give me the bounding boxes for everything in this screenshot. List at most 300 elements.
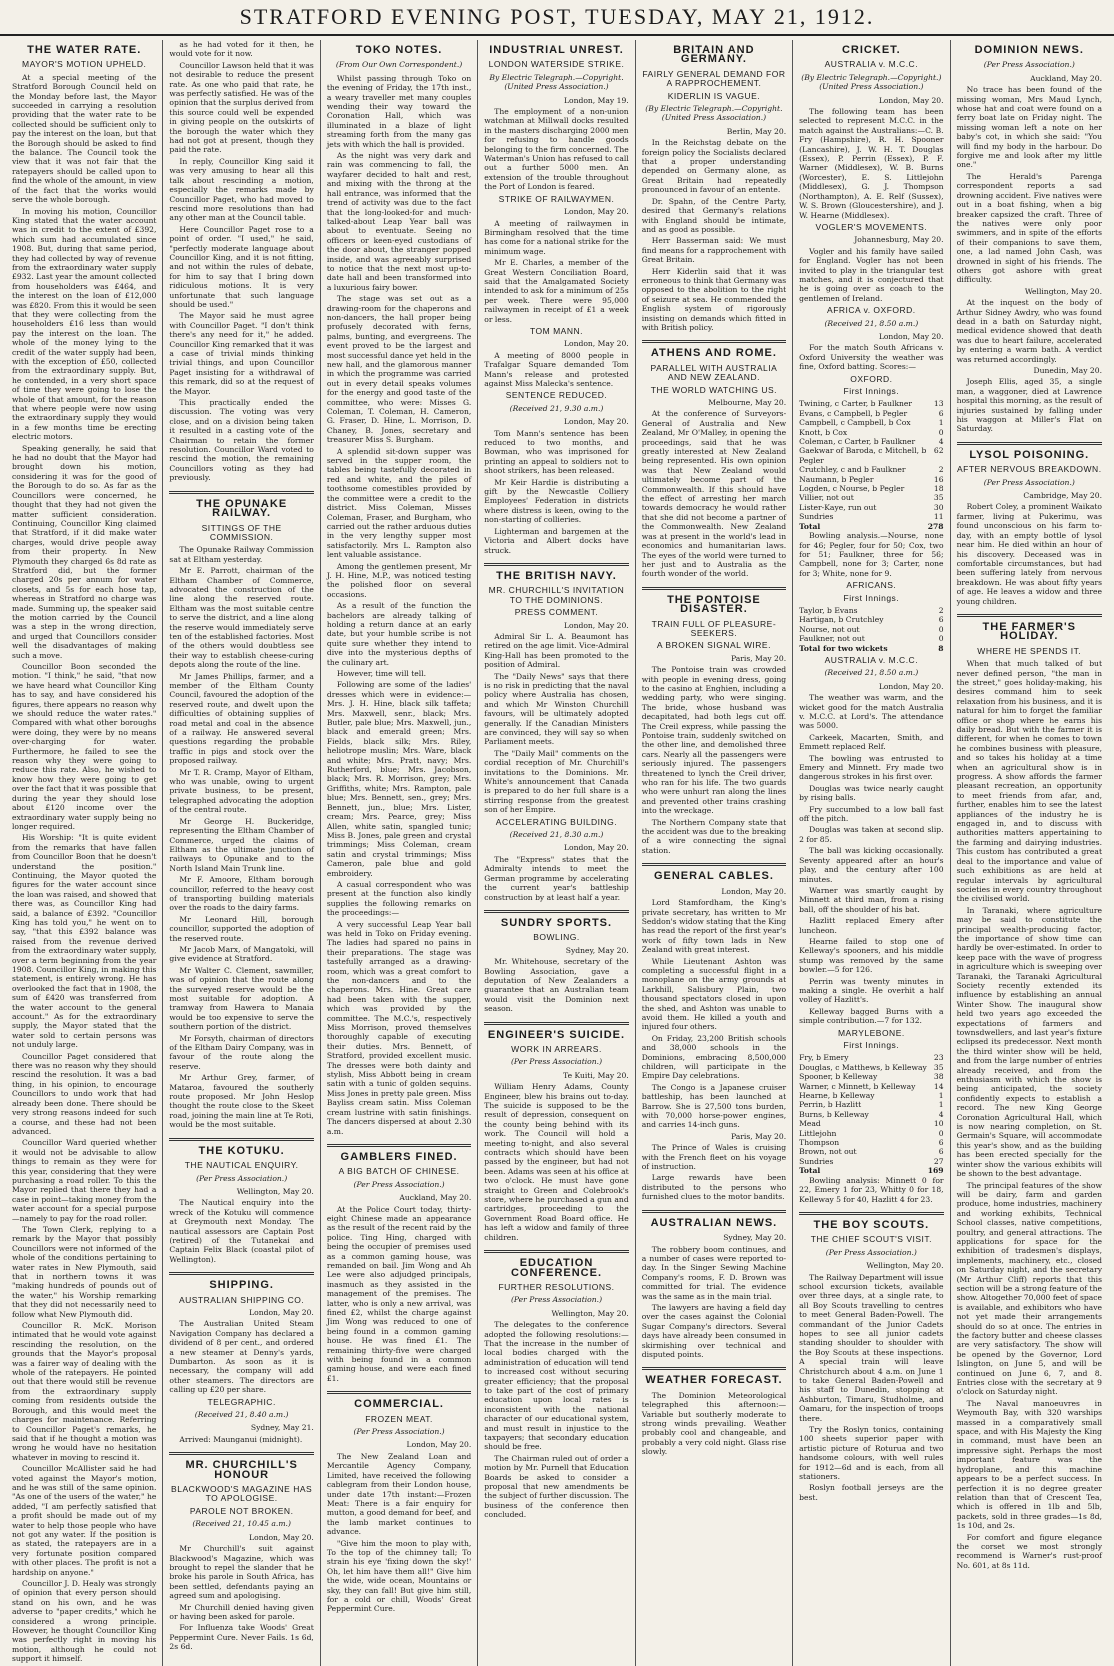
score-value: 4 — [938, 437, 944, 447]
credit-line: By Electric Telegraph.—Copyright. (United Press Association.) — [489, 72, 624, 92]
paragraph: When that much talked of but never defined person, "the man in the street," goes holiday-making, his desires command him to seek relaxation from his business, and it is natural for him to forget the familiar office or shop where he earns his daily bread. But with the farmer it is different, for when he comes to town he combines business with pleasure, and so takes his holiday at a time when an agricultural show is in progress. A show affords the farmer pleasant recreation, an opportunity to meet friends from afar, and, further, enables him to see the latest appliances of the industry he is engaged in, and to discuss with authorities matters appertaining to the farming and dairying industries. This custom has contributed a great deal to the importance and value of such exhibitions as are held at regular intervals by agricultural societies in every country throughout the civilised world. — [956, 659, 1102, 904]
paragraph: Herr Basserman said: We must find means for a rapprochement with Great Britain. — [641, 236, 787, 265]
credit-line: (Per Press Association.) — [510, 1295, 603, 1305]
scorecard-oxford — [799, 399, 943, 521]
paragraph: The Australian United Steam Navigation Company has declared a dividend of 8 per cent., and ordered a new steamer at Denny's yards, Dumbarton. As soon as it is necessary, the company will add other steamers. The directors are calling up £20 per share. — [169, 1319, 314, 1395]
paragraph: The Congo is a Japanese cruiser battleship, has been launched at Barrow. She is 27,500 tons burden, with 70,000 horse-power engines, and carries 14-inch guns. — [641, 1082, 787, 1130]
subhead: A BROKEN SIGNAL WIRE. — [656, 640, 771, 651]
subhead: A BIG BATCH OF CHINESE. — [338, 1166, 460, 1177]
paragraph: Bowling analysis.—Nourse, none for 46; Pegler, four for 50; Cox, two for 51; Faulkner, three for 56; Campbell, none for 3; Carter, none for 3; White, none for 9. — [799, 531, 944, 578]
credit-line: (Received 21, 8.40 a.m.) — [194, 1410, 289, 1420]
score-label: Douglas, c Matthews, b Kelleway — [799, 1062, 927, 1072]
dateline: London, May 20. — [563, 207, 629, 217]
credit-line: (Per Press Association.) — [983, 60, 1075, 70]
headline-shipping: SHIPPING. — [209, 1279, 274, 1292]
dateline: Wellington, May 20. — [866, 1261, 944, 1271]
paragraph: Mr F. Amoore, Eltham borough councillor, referred to the heavy cost of transporting building materials over the roads to the dairy farms. — [169, 875, 314, 913]
headline-toko-notes: TOKO NOTES. — [355, 44, 443, 56]
section-divider — [957, 614, 1102, 617]
headline-dominion-news: DOMINION NEWS. — [974, 44, 1084, 56]
paragraph: A meeting of 8000 people in Trafalgar Square demanded Tom Mann's release and protested against Miss Malecka's sentence. — [484, 350, 629, 388]
paragraph: Mr Keir Hardie is distributing a gift by the Newcastle Colliery Employees' Federation in districts where distress is keen, owing to the non-starting of collieries. — [484, 477, 629, 525]
paragraph: Bowling analysis: Minnett 0 for 22, Emery 1 for 23, Whitty 0 for 18, Kelleway 5 for 40, Hazlitt 4 for 23. — [799, 1175, 944, 1204]
section-divider — [642, 340, 786, 343]
subhead: KIDERLIN IS VAGUE. — [667, 90, 761, 101]
score-value: 27 — [933, 1156, 944, 1166]
paragraph: Lord Stamfordham, the King's private secretary, has written to Mr Seddon's widow stating that the King has read the report of the first year's work of fifty town lads in New Zealand with great interest. — [641, 898, 787, 955]
score-value: 38 — [933, 1072, 944, 1082]
paragraph: Mr E. Charles, a member of the Great Western Conciliation Board, said that the Amalgamated Society intended to ask for a minimum of 25s per week. There were 95,000 railwaymen in receipt of £1 a week or less. — [484, 258, 629, 324]
paragraph: Herr Kiderlin said that it was erroneous to think that Germany was opposed to the abolition to the right of seizure at sea. He commended the English system of rigorously insisting on demands which fitted in with British policy. — [641, 266, 787, 332]
paragraph: Among the gentlemen present, Mr J. H. Hine, M.P., was noticed testing the polished floor on several occasions. — [326, 561, 472, 599]
score-label: Total — [799, 521, 821, 531]
score-row — [799, 1100, 943, 1109]
score-row — [799, 1147, 943, 1156]
paragraph: Warner was smartly caught by Minnett at third man, from a rising ball, off the shoulder of his bat. — [799, 885, 944, 914]
subhead: LONDON WATERSIDE STRIKE. — [488, 59, 625, 70]
dateline: London, May 20. — [878, 331, 944, 341]
section-divider — [799, 1212, 943, 1215]
score-row — [799, 606, 943, 615]
score-value: 0 — [938, 427, 944, 437]
dateline: London, May 20. — [249, 1307, 314, 1317]
column-5 — [636, 40, 793, 1666]
paragraph: Mr Forsyth, chairman of directors of the Eltham Dairy Company, was in favour of the route along the reserve. — [169, 1033, 314, 1071]
score-row — [799, 428, 943, 437]
paragraph: The Pontoise train was crowded with people in evening dress, going to the casino at Enghien, including a wedding party, who were singing. The bride, whose husband was decapitated, had both legs cut off. The Creil express, while passing the Pontoise train, suddenly switched on the other line, and demolished three cars. Nearly all the passengers were seriously injured. The passengers threatened to lynch the Creil driver, who ran for his life. The two guards who were unhurt ran along the lines and prevented other trains crashing into the wreckage. — [641, 665, 787, 816]
score-value: 1 — [938, 1091, 944, 1101]
paragraph: Councillor Ward queried whether it would not be advisable to allow things to remain as they were for this year, considering that they were purchasing a road roller. To this the Mayor replied that there they had a case in point—taking money from the water account for a special purpose—namely to pay for the road roller. — [12, 1138, 157, 1223]
credit-line: (Received 21, 10.45 a.m.) — [192, 1519, 291, 1529]
score-total — [799, 1166, 943, 1175]
score-label: Villier, not out — [799, 493, 854, 503]
paragraph: Whilst passing through Toko on the evening of Friday, the 17th inst., a weary traveller met many couples wending their way toward the Coronation Hall, which was illuminated in a blaze of light streaming forth from the many gas jets with which the hall is provided. — [326, 73, 472, 149]
paragraph: A splendid sit-down supper was served in the supper room, the tables being tastefully decorated in red and white, and the piles of toothsome comestibles provided by the committee were a credit to the district. Miss Coleman, Misses Coleman, Fraser, and Burgham, who carried out the rather arduous duties in the very lengthy supper most satisfactorily. Mrs L. Rampton also lent valuable assistance. — [326, 446, 472, 560]
headline-kotuku: THE KOTUKU. — [198, 1144, 285, 1157]
paragraph: The Town Clerk, replying to a remark by the Mayor that possibly Councillors were not informed of the whole of the conditions pertaining to water rates in New Plymouth, said that in northern towns it was "making hundreds of pounds out of the water," his Worship remarking that they did not necessarily need to follow what New Plymouth did. — [12, 1224, 157, 1319]
subhead: MARYLEBONE. — [837, 1027, 905, 1038]
credit-line: (Per Press Association.) — [353, 1179, 445, 1189]
paragraph: The "Daily News" says that there is no risk in predicting that the naval policy where Australia has chosen, and which Mr Winston Churchill favours, will be ultimately adopted generally. If the Canadian Ministers are convinced, they will say so when Parliament meets. — [484, 671, 629, 747]
paragraph: Speaking generally, he said that he had no doubt that the Mayor had brought down his motion, considering it was for the good of the Borough to do so. As far as the Councillors were concerned, he thought that they had not given the matter sufficient consideration. Continuing, Councillor King claimed that Stratford, if it did make water charges, would drive people away from their property. In New Plymouth they charged 6s 8d rate as Stratford did, but the former charged 20s per annum for water closets, and 5s for each hose tap, whereas in Stratford no charge was made. Summing up, the speaker said the motion carried by the Council was a step in the wrong direction, and urged that Councillors consider well the disadvantages of making such a move. — [12, 443, 157, 660]
section-divider — [169, 1272, 313, 1275]
score-row — [799, 1110, 943, 1119]
dateline: London, May 20. — [563, 417, 629, 427]
score-row — [799, 409, 943, 418]
dateline: Cambridge, May 20. — [1023, 491, 1102, 501]
paragraph: William Henry Adams, County Engineer, blew his brains out to-day. The suicide is supposed to be the result of depression, consequent on the county being behind with its work. The Council will hold a meeting to-night, and also several contracts which should have been passed by the engineer, but had not been. Adams was seen at his office at two o'clock. He must have gone straight to Green and Colebrook's store, where he purchased a gun and cartridges, proceeding to the Government Road Board office. He has left a widow and family of three children. — [484, 1082, 629, 1242]
section-divider — [484, 910, 628, 913]
paragraph: Carkeek, Macarten, Smith, and Emmett replaced Relf. — [799, 732, 944, 752]
score-value: 35 — [933, 493, 944, 503]
headline-churchill-honour: MR. CHURCHILL'S HONOUR — [185, 1459, 298, 1481]
dateline: Melbourne, May 20. — [708, 398, 787, 407]
paragraph: Mr Churchill's suit against Blackwood's Magazine, which was brought to repel the slander that he broke his parole in South Africa, has been settled, defendants paying an agreed sum and apologising. — [169, 1544, 314, 1601]
score-row — [799, 465, 943, 474]
subhead: WHERE HE SPENDS IT. — [977, 645, 1082, 656]
paragraph: The Northern Company state that the accident was due to the breaking of a wire connecting the signal station. — [641, 817, 787, 855]
score-label: Fry, b Emery — [799, 1053, 849, 1063]
paragraph: The following team has been selected to represent M.C.C. in the match against the Australians:—C. B. Fry (Hampshire), R. H. Spooner (Lancashire), J. W. H. T. Douglas (Essex), P. Perrin (Essex), P. F. Warner (Middlesex), W. B. Burns (Worcester), E. S. Littlejohn (Middlesex), G. J. Thompson (Northampton), A. E. Relf (Sussex), W. S. Brown (Gloucestershire), and J. W. Hearne (Middlesex). — [799, 107, 944, 220]
dateline: Berlin, May 20. — [726, 126, 787, 136]
dateline: London, May 20. — [406, 1440, 472, 1450]
score-label: Total — [799, 1166, 821, 1176]
score-row — [799, 1082, 943, 1091]
score-value: 278 — [927, 521, 944, 531]
dateline: London, May 20. — [249, 1532, 314, 1542]
score-total — [799, 522, 943, 531]
subhead: AUSTRALIAN SHIPPING CO. — [178, 1294, 305, 1305]
score-label: Mead — [799, 1119, 821, 1129]
score-label: Naumann, b Pegler — [799, 474, 874, 484]
subhead: TOM MANN. — [530, 325, 583, 336]
subhead: STRIKE OF RAILWAYMEN. — [498, 193, 615, 204]
paragraph: Kelleway bagged Burns with a simple contribution.—7 for 132. — [799, 1006, 944, 1026]
headline-commercial: COMMERCIAL. — [354, 1398, 444, 1411]
headline-lysol-poisoning: LYSOL POISONING. — [969, 448, 1090, 461]
dateline: Wellington, May 20. — [236, 1186, 314, 1196]
paragraph: Tom Mann's sentence has been reduced to two months, and Bowman, who was imprisoned for printing an appeal to soldiers not to shoot strikers, has been released. — [484, 428, 629, 476]
score-value: 1 — [938, 1100, 944, 1110]
paragraph: The employment of a non-union watchman at Millwall docks resulted in the masters discharging 2000 men for refusing to handle goods belonging to the firm concerned. The Waterman's Union has refused to call out a further 5000 men. An extension of the trouble throughout the Port of London is feared. — [484, 107, 629, 192]
score-value: 6 — [938, 408, 944, 418]
paragraph: The Prince of Wales is cruising with the French fleet on his voyage of instruction. — [641, 1143, 787, 1172]
section-divider — [642, 1210, 786, 1213]
dateline: Dunedin, May 20. — [1033, 366, 1102, 375]
paragraph: The delegates to the conference adopted the following resolutions:— That the increase in the number of local bodies charged with the administration of education will tend to increased cost without securing greater efficiency; that the proposal to take part of the cost of primary education upon local rates is inconsistent with the national character of our educational system, and must result in injustice to the taxpayers; that secondary education should be free. — [484, 1320, 629, 1452]
credit-line: (Per Press Association.) — [983, 477, 1075, 487]
paragraph: Following are some of the ladies' dresses which were in evidence:— Mrs. J. H. Hine, black silk taffeta; Mrs. Maxwell, senr., black; Mrs. Butler, pale blue; Mrs. Maxwell, jun., black and emerald green; Mrs. Fields, black silk; Mrs. Riley, heliotrope muslin; Mrs. Ware, black and white; Mrs. Pratt, navy; Mrs. Rutherford, blue; Mrs. Jacobson, black; Mrs. R. Morrison, grey; Mrs. Griffiths, white; Mrs. Rampton, pale blue; Mrs. Bennett, sen., grey; Mrs. Bennett, jun., blue; Mrs. Lister, cream; Mrs. Pearce, grey; Miss Allen, white satin, spangled tunic; Miss B. Jones, pale green and crystal trimmings; Miss Coleman, cream satin and crystal trimmings; Miss Cameron, pale blue and gold embroidery. — [326, 680, 472, 878]
headline-british-navy: THE BRITISH NAVY. — [496, 569, 617, 582]
paragraph: The New Zealand Loan and Mercantile Agency Company, Limited, have received the following cablegram from their London house, under date 17th instant:—Frozen Meat: There is a fair enquiry for mutton, a good demand for beef, and the lamb market continues to advance. — [326, 1451, 472, 1537]
paragraph: Councillor R. McK. Morison intimated that he would vote against rescinding the resolution, on the grounds that the Mayor's proposal was a fairer way of dealing with the whole of the ratepayers. He pointed out that there would still be revenue from the extraordinary supply coming from residents outside the Borough, and this would meet the charges for maintenance. Referring to Councillor Paget's remarks, he said that if he thought a motion was wrong he would have no hesitation whatever in moving to rescind it. — [12, 1321, 157, 1462]
subhead: FURTHER RESOLUTIONS. — [498, 1281, 615, 1292]
score-label: Perrin, b Hazlitt — [799, 1100, 862, 1110]
paragraph: The lawyers are having a field day over the cases against the Colonial Sugar Company's directors. Several days have already been consumed in skirmishing over technical and disputed points. — [641, 1302, 787, 1359]
score-total — [799, 644, 943, 653]
score-value: 6 — [938, 1138, 944, 1148]
score-value: 6 — [938, 1147, 944, 1157]
paragraph: At a special meeting of the Stratford Borough Council held on the Monday before last, the Mayor succeeded in carrying a resolution providing that the water rate to be collected should be sufficient only to pay the interest on the loan, but that the Borough should be asked to find the balance. The Council took the view that it was not fair that the ratepayers should be called upon to find the whole of the amount, in view of the fact that the works would serve the whole borough. — [12, 72, 157, 205]
score-label: Lister-Kaye, run out — [799, 502, 877, 512]
column-6 — [793, 40, 950, 1666]
dateline: Sydney, May 20. — [565, 945, 629, 955]
subhead: THE NAUTICAL ENQUIRY. — [184, 1160, 299, 1171]
paragraph: Fry succumbed to a low ball fast off the pitch. — [799, 804, 944, 824]
subhead: MAYOR'S MOTION UPHELD. — [22, 59, 147, 70]
headline-pontoise-disaster: THE PONTOISE DISASTER. — [667, 593, 761, 616]
score-value: 0 — [938, 624, 944, 634]
paragraph: Admiral Sir L. A. Beaumont has retired on the age limit. Vice-Admiral King-Hall has been promoted to the position of Admiral. — [484, 631, 629, 670]
dateline: London, May 20. — [563, 843, 629, 853]
paragraph: Councillor Boon seconded the motion. "I think," he said, "that now we have heard what Councillor King has to say, and have considered his figures, there appears no reason why we should reduce the water rates." Compared with what other boroughs were doing, they were by no means over-charging for water. Furthermore, he failed to see the reason why they were going to reduce this rate. Also, he wished to know how they were going to get over the fact that it was possible that during the year they should lose about £120 income over the extraordinary water supply being no longer required. — [12, 662, 157, 831]
headline-sundry-sports: SUNDRY SPORTS. — [500, 916, 613, 929]
section-divider — [484, 563, 628, 566]
advertisement: For comfort and figure elegance the corset we most strongly recommend is Warner's rust-proof No. 601, at 8s 11d. — [956, 1532, 1102, 1570]
paragraph: For the match South Africans v. Oxford University the weather was fine, Oxford batting. Scores:— — [799, 343, 944, 372]
dateline: Auckland, May 20. — [1030, 73, 1102, 83]
score-row — [799, 399, 943, 408]
paragraph: The Nautical enquiry into the wreck of the Kotuku will commence at Greymouth next Monday. The nautical assessors are Captain Post (retired) of the Tutanekai and Captain Felix Black (coastal pilot of Wellington). — [169, 1198, 314, 1264]
score-row — [799, 1053, 943, 1062]
score-value: 11 — [933, 512, 944, 522]
paragraph: Robert Coley, a prominent Waikato farmer, living at Pukerimu, was found unconscious on his farm to-day, with an empty bottle of lysol near him. He died within an hour of his discovery. Deceased was in comfortable circumstances, but had been suffering lately from nervous breakdown. He was about fifty years of age. He leaves a widow and three young children. — [956, 502, 1102, 606]
dateline: Wellington, May 20. — [551, 1308, 629, 1318]
paragraph: Lighterman and bargemen at the Victoria and Albert docks have struck. — [484, 526, 629, 555]
credit-line: (From Our Own Correspondent.) — [335, 60, 463, 70]
paragraph: The "Daily Mail" comments on the cordial reception of Mr. Churchill's invitations to the Dominions. Mr. White's announcement that Canada is prepared to do her full share is a stirring response from the greatest son of her Empire. — [484, 748, 629, 815]
paragraph: Mr Leonard Hill, borough councillor, supported the adoption of the reserved route. — [169, 914, 314, 943]
headline-britain-germany: BRITAIN AND GERMANY. — [673, 44, 755, 66]
dateline: Johannesburg, May 20. — [854, 235, 944, 245]
score-row — [799, 625, 943, 634]
subhead: PAROLE NOT BROKEN. — [189, 1505, 294, 1516]
headline-cricket: CRICKET. — [841, 44, 901, 56]
score-label: Brown, not out — [799, 1147, 857, 1157]
score-row — [799, 446, 943, 465]
paragraph: Councillor Lawson held that it was not desirable to reduce the present rate. As one who paid that rate, he was perfectly satisfied. He was of the opinion that the surplus derived from this source could well be expended in giving people on the outskirts of the borough the water which they had not got at present, though they paid the rate. — [169, 60, 314, 155]
paragraph: The Opunake Railway Commission sat at Eltham yesterday. — [169, 545, 314, 564]
section-divider — [642, 587, 786, 590]
section-divider — [169, 1452, 313, 1455]
score-value: 1 — [938, 418, 944, 428]
subhead: SENTENCE REDUCED. — [505, 390, 608, 401]
paragraph: The robbery boom continues, and a number of cases were reported to-day. In the Singer Sewing Machine Company's rooms, F. D. Brown was committed for trial. The evidence was the same as in the main trial. — [641, 1244, 787, 1301]
score-label: Coleman, c Carter, b Faulkner — [799, 437, 916, 447]
score-row — [799, 1072, 943, 1081]
score-label: Littlejohn — [799, 1128, 837, 1138]
paragraph: The Mayor said he must agree with Councillor Paget. "I don't think there's any need for it," he added. Councillor King remarked that it was a case of trivial minds thinking trivial things, and upon Councillor Paget insisting for a withdrawal of this remark, did so at the request of the Mayor. — [169, 311, 314, 396]
advertisement: Roslyn football jerseys are the best. — [799, 1483, 944, 1502]
subhead: VOGLER'S MOVEMENTS. — [815, 221, 928, 232]
score-label: Nourse, not out — [799, 624, 860, 634]
subhead: PARALLEL WITH AUSTRALIA AND NEW ZEALAND. — [650, 362, 778, 383]
dateline: Sydney, May 20. — [723, 1233, 787, 1243]
score-row — [799, 1138, 943, 1147]
section-divider — [169, 1138, 313, 1141]
paragraph: Mr. Whitehouse, secretary of the Bowling Association, gave a deputation of New Zealanders a guarantee that an Australian team would visit the Dominion next season. — [484, 957, 629, 1014]
subhead: OXFORD. — [850, 373, 893, 384]
score-value: 4 — [938, 1109, 944, 1119]
paragraph: Councillor J. D. Healy was strongly of opinion that every person should stand on his own, and he was adverse to "paper credits," which he considered a wrong principle. However, he thought Councillor King was perfectly right in moving his motion, although he could not support it himself. — [12, 1579, 157, 1664]
scorecard-mcc — [799, 1053, 943, 1166]
credit-line: (Received 21, 8.50 a.m.) — [824, 318, 919, 328]
credit-line: (Received 21, 8.50 a.m.) — [824, 668, 919, 678]
subhead: TRAIN FULL OF PLEASURE-SEEKERS. — [651, 618, 777, 638]
score-value: 16 — [933, 474, 944, 484]
subhead: FROZEN MEAT. — [365, 1413, 433, 1424]
score-row — [799, 634, 943, 643]
paragraph: The bowling was entrusted to Emery and Minnett. Fry made two dangerous strokes in his first over. — [799, 753, 944, 782]
score-value: 35 — [933, 1062, 944, 1072]
score-row — [799, 503, 943, 512]
score-row — [799, 1063, 943, 1072]
score-row — [799, 475, 943, 484]
paragraph: The principal features of the show will be dairy, farm and garden produce, home industries, machinery and working exhibits, Technical School classes, native competitions, poultry, and general attractions. The applications for space for the exhibition of tradesmen's displays, implements, machinery, etc., closed on Saturday night, and the secretary (Mr Arthur Cliff) reports that this section will be a strong feature of the show. Altogether 70,000 feet of space is available, and exhibitors who have not yet made their arrangements should do so at once. The entries in the factory butter and cheese classes are very satisfactory. The show will be opened by the Governor, Lord Islington, on June 5, and will be continued on June 6, 7, and 8. Entries close with the secretary at 9 o'clock on Saturday night. — [956, 1180, 1102, 1397]
paragraph: Mr E. Parrott, chairman of the Eltham Chamber of Commerce, advocated the construction of the line along the reserved route. Eltham was the most suitable centre to serve the district, and a line along the reserve would immediately serve ten of the established factories. Most of the others would doubtless see their way to establish cheese-curing depots along the route of the line. — [169, 566, 314, 670]
score-label: Hearne, b Kelleway — [799, 1091, 875, 1101]
subhead: THE WORLD WATCHING US. — [650, 384, 778, 395]
paragraph: In the Reichstag debate on the foreign policy the Socialists declared that a proper understanding depended on Germany alone, as Great Britain had repeatedly pronounced in favour of an entente. — [641, 138, 787, 195]
subhead: AFRICA v. OXFORD. — [827, 305, 916, 316]
credit-line: (Per Press Association.) — [196, 1173, 288, 1183]
credit-line: (Per Press Association.) — [353, 1427, 445, 1437]
paragraph: His Worship: "It is quite evident from the remarks that have fallen from Councillor Boon that he doesn't understand the position." Continuing, the Mayor quoted the figures for the water account since the loan was raised, and showed that there was, as Councillor King had said, a balance of £392. "Councillor King has told you," he went on to say, "that this £392 balance was raised from the revenue derived from the extraordinary water supply, over a term beginning from the year 1908. Councillor King, in making this statement, is entirely wrong. He has overlooked the fact that in 1908, the sum of £420 was transferred from the water account to the general account." As for the extraordinary supply, the Mayor stated that the water sold to certain persons was not unduly large. — [12, 833, 157, 1050]
score-label: Warner, c Minnett, b Kelleway — [799, 1081, 916, 1091]
score-label: Evans, c Campbell, b Pegler — [799, 408, 908, 418]
paragraph: The "Express" states that the Admiralty intends to meet the German programme by accelerating the current year's battleship construction by at least half a year. — [484, 854, 629, 902]
section-divider — [642, 1367, 786, 1370]
subhead: AFRICANS. — [846, 580, 897, 591]
paragraph: The Herald's Parenga correspondent reports a sad drowning accident. Five natives were out in a boat fishing, when a big breaker capsized the craft. Three of the natives were only poor swimmers, and in spite of the efforts of their companions to save them, one, a lad named John Cash, was drowned in sight of his friends. The others got ashore with great difficulty. — [956, 171, 1102, 285]
score-value: 18 — [933, 484, 944, 494]
score-label: Total for two wickets — [799, 643, 888, 653]
credit-line: (Per Press Association.) — [825, 1247, 917, 1257]
paragraph: Douglas was taken at second slip. 2 for 85. — [799, 825, 944, 844]
subhead: First Innings. — [843, 1040, 900, 1050]
paragraph: In reply, Councillor King said it was very amusing to hear all this talk about rescinding a motion, especially the remarks made by Councillor Paget, who had moved to rescind more resolutions than had any other man at the Council table. — [169, 156, 314, 223]
subhead: FAIRLY GENERAL DEMAND FOR A RAPPROCHEMENT. — [642, 68, 786, 89]
score-label: Twining, c Carter, b Faulkner — [799, 399, 913, 409]
paragraph: The Dominion Meteorological telegraphed this afternoon:— Variable but southerly moderate to strong winds prevailing. Weather probably cool and changeable, and probably a very cold night. Glass rise slowly. — [641, 1390, 787, 1457]
paragraph: In moving his motion, Councillor King stated that the water account was in credit to the extent of £392, which sum had accumulated since 1908. But, during that same period, they had collected by way of revenue from the extraordinary water supply £932. Last year the amount collected from householders was £464, and the interest on the loan of £12,000 was £820. From this it would be seen that they were collecting from the householders £16 less than would pay the interest on the loan. The whole of the money lying to the credit of the water supply had been, with the exception of £50, collected from the extraordinary supply. But, he contended, in a very short space of time they were going to lose the whole of that amount, for the reason that where people were now using the extraordinary supply they would in a few months time be erecting electric motors. — [12, 206, 157, 442]
dateline: Paris, May 20. — [730, 653, 787, 663]
headline-engineers-suicide: ENGINEER'S SUICIDE. — [487, 1028, 626, 1041]
score-label: Sundries — [799, 1156, 834, 1166]
headline-gamblers-fined: GAMBLERS FINED. — [340, 1150, 458, 1163]
paragraph: Perrin was twenty minutes in making a single. He overhit a half volley of Hazlitt's. — [799, 976, 944, 1005]
paragraph: Councillor Paget considered that there was no reason why they should rescind the resolution. It was a bad thing, in his opinion, to encourage Councillors to undo work that had already been done. There should be very strong reasons indeed for such a course, and these had not been advanced. — [12, 1051, 157, 1136]
score-row — [799, 484, 943, 493]
subhead: MR. CHURCHILL'S INVITATION TO THE DOMINIONS. — [488, 585, 625, 605]
column-1 — [6, 40, 163, 1666]
dateline: London, May 20. — [878, 681, 944, 691]
score-label: Taylor, b Evans — [799, 605, 858, 615]
paragraph: Mr Churchill denied having given or having been asked for parole. — [169, 1602, 314, 1621]
column-2 — [163, 40, 320, 1666]
paragraph: As a result of the function the bachelors are already talking of holding a return dance at an early date, but your humble scribe is not quite sure whether they intend to dive into the mysterious depths of the culinary art. — [326, 601, 472, 667]
score-value: 8 — [938, 643, 944, 653]
subhead: BOWLING. — [533, 932, 580, 943]
paragraph: Councillor McAllister said he had voted against the Mayor's motion, and he was still of the same opinion. "As one of the users of the water," he added, "I am perfectly satisfied that a profit should be made out of my water to help those people who have not got any water. If the position is as stated, the ratepayers are in a very fortunate position compared with other places. The profit is not a hardship on anyone." — [12, 1464, 157, 1577]
paragraph: The Naval manoeuvres in Weymouth Bay, with 320 warships massed in a comparatively small space, and with His Majesty the King in command, must have been an impressive sight. Perhaps the most important feature was the hydroplane, and this machine appears to be a perfect success. In perfection it is no degree greater relation than that of Crescent Tea, which is offered in 1lb and 5lb, packets, sold in three grades—1s 8d, 1s 10d, and 2s. — [956, 1398, 1102, 1531]
paragraph: No trace has been found of the missing woman, Mrs Maud Lynch, whose hat and coat were found on a ferry boat late on Friday night. The missing woman left a note on her baby's cot, in which she said: "You will find my body in the harbour. Do forgive me and look after my little one." — [956, 85, 1102, 170]
score-value: 6 — [938, 615, 944, 625]
paragraph: Douglas was twice nearly caught by rising balls. — [799, 783, 944, 803]
dateline: Paris, May 20. — [730, 1131, 787, 1141]
headline-water-rate: THE WATER RATE. — [27, 44, 142, 56]
credit-line: (Received 21, 9.30 a.m.) — [509, 403, 604, 413]
subhead: TELEGRAPHIC. — [207, 1396, 276, 1407]
paragraph: At the inquest on the body of Arthur Sidney Awdry, who was found dead in a bath on Saturday night, medical evidence showed that death was due to heart failure, accelerated by entering a warm bath. A verdict was returned accordingly. — [956, 298, 1102, 364]
paragraph: Mr James Phillips, farmer, and a member of the Eltham County Council, favoured the adoption of the reserved route, and dwelt upon the difficulties of obtaining supplies of road metal and coal in the absence of a railway. He answered several questions regarding the probable traffic in pigs and stock over the proposed railway. — [169, 671, 314, 766]
section-divider — [484, 1022, 628, 1025]
score-value: 62 — [933, 446, 944, 456]
subhead: AUSTRALIA v. M.C.C. — [824, 654, 919, 665]
score-label: Gaekwar of Baroda, c Mitchell, b Pegler — [799, 446, 927, 465]
paragraph: However, time will tell. — [336, 669, 427, 678]
advertisement: Try the Roslyn tonics, containing 100 sheets superior paper with artistic picture of Roturua and two handsome colours, with well rules for 1912—6d and is each, from all stationers. — [799, 1425, 944, 1482]
score-row — [799, 437, 943, 446]
score-row — [799, 1129, 943, 1138]
dateline: London, May 20. — [563, 339, 629, 349]
subhead: SITTINGS OF THE COMMISSION. — [201, 522, 282, 542]
headline-opunake-railway: THE OPUNAKE RAILWAY. — [196, 497, 288, 520]
advertisement: For Influenza take Woods' Great Peppermint Cure. Never Fails. 1s 6d, 2s 6d. — [169, 1623, 314, 1652]
paragraph: Arrived: Maunganui (midnight). — [179, 1434, 303, 1444]
dateline: London, May 20. — [878, 95, 944, 105]
paragraph: Mr Jacob Marx, of Mangatoki, will give evidence at Stratford. — [169, 944, 314, 964]
subhead: First Innings. — [843, 386, 900, 396]
paragraph: Here Councillor Paget rose to a point of order. "I used," he said, "perfectly moderate language about Councillor King, and it is not fitting, and not within the rules of debate, for him to say that I bring down ridiculous motions. It is very unfortunate that such language should be used." — [169, 224, 314, 309]
subhead: First Innings. — [843, 592, 900, 603]
paragraph: Mr Arthur Grey, farmer, of Mataroa, favoured the southerly route proposed. Mr John Heslop thought the route close to the Skeet road, joining the main line at Te Roti, would be the most suitable. — [169, 1073, 314, 1130]
column-7 — [951, 40, 1108, 1666]
score-value: 13 — [933, 399, 944, 409]
paragraph: The ball was kicking occasionally. Seventy appeared after an hour's play, and the century after 100 minutes. — [799, 846, 944, 884]
paragraph: Vogler and his family have sailed for England. Vogler has not been invited to play in the triangular test matches, and it is conjectured that he is going over as coach to the gentlemen of Ireland. — [799, 246, 944, 303]
subhead: THE CHIEF SCOUT'S VISIT. — [810, 1234, 932, 1245]
paragraph: A casual correspondent who was present at the function also kindly supplies the following remarks on the proceedings:— — [326, 879, 472, 918]
section-divider — [957, 442, 1102, 445]
dateline: Auckland, May 20. — [399, 1193, 472, 1203]
score-row — [799, 615, 943, 624]
headline-education-conference: EDUCATION CONFERENCE. — [510, 1257, 603, 1279]
dateline: London, May 20. — [721, 886, 787, 896]
paragraph: A meeting of railwaymen in Birmingham resolved that the time has come for a national strike for the minimum wage. — [484, 218, 629, 256]
score-row — [799, 418, 943, 427]
dateline: Te Kuiti, May 20. — [563, 1070, 629, 1080]
headline-general-cables: GENERAL CABLES. — [653, 870, 774, 883]
paragraph: The Chairman ruled out of order a motion by Mr. Purnell that Education Boards be asked to consider a proposal that new amendments be the subject of further discussion. The business of the conference then concluded. — [484, 1453, 629, 1520]
dateline: London, May 19. — [563, 95, 629, 105]
section-divider — [169, 491, 313, 494]
score-row — [799, 1091, 943, 1100]
headline-weather-forecast: WEATHER FORECAST. — [645, 1374, 783, 1387]
dateline: Sydney, May 21. — [250, 1423, 314, 1433]
column-3 — [321, 40, 478, 1666]
section-divider — [484, 1250, 628, 1253]
masthead: STRATFORD EVENING POST, TUESDAY, MAY 21, 1912. — [0, 0, 1114, 36]
subhead: AUSTRALIA v. M.C.C. — [824, 59, 919, 70]
score-row — [799, 1157, 943, 1166]
paragraph: Hearne failed to stop one of Kelleway's spooners, and his middle stump was removed by the same bowler.—5 for 126. — [799, 936, 944, 975]
headline-australian-news: AUSTRALIAN NEWS. — [650, 1216, 778, 1229]
section-divider — [327, 1144, 471, 1147]
paragraph: At the conference of Surveyors-General of Australia and New Zealand, Mr O'Malley, in opening the proceedings, said that he was greatly interested at New Zealand being represented. His own opinion was that New Zealand would ultimately become part of the Commonwealth. If this should have the effect of arresting her march towards democracy he would rather that she did not become a partner of the Commonwealth. New Zealand was at present in the world's lead in economics and humanitarian laws. The eyes of the world were turned to her just and to Australia as the fourth wonder of the world. — [641, 409, 787, 579]
paragraph: This practically ended the discussion. The voting was very close, and on a division being taken it resulted in a casting vote of the Chairman to retain the former resolution. Councillor Ward voted to rescind the motion, the remaining Councillors voting as they had previously. — [169, 398, 314, 483]
score-value: 169 — [927, 1166, 944, 1176]
scorecard-africans — [799, 606, 943, 644]
subhead: AFTER NERVOUS BREAKDOWN. — [957, 464, 1102, 475]
paragraph: On Friday, 23,200 British schools and 38,000 schools in the Dominions, embracing 8,500,000 children, will participate in the Empire Day celebrations. — [641, 1033, 787, 1081]
score-label: Knott, b Cox — [799, 427, 848, 437]
paragraph: Hazlitt replaced Emery after luncheon. — [799, 916, 944, 935]
score-label: Hartigan, b Crutchley — [799, 615, 884, 625]
subhead: WORK IN ARREARS. — [511, 1043, 602, 1054]
score-label: Thompson — [799, 1138, 840, 1148]
score-row — [799, 1119, 943, 1128]
subhead: BLACKWOOD'S MAGAZINE HAS TO APOLOGISE. — [171, 1484, 313, 1504]
credit-line: (Per Press Association.) — [510, 1057, 603, 1067]
score-value: 30 — [933, 502, 944, 512]
score-row — [799, 512, 943, 521]
subhead: PRESS COMMENT. — [514, 607, 599, 618]
paragraph: The weather was warm, and the wicket good for the match Australia v. M.C.C. at Lord's. The attendance was 5000. — [799, 693, 944, 731]
credit-line: (By Electric Telegraph.—Copyright. (United Press Association.) — [645, 104, 783, 123]
score-label: Campbell, c Campbell, b Cox — [799, 418, 911, 428]
headline-industrial-unrest: INDUSTRIAL UNREST. — [489, 44, 624, 56]
